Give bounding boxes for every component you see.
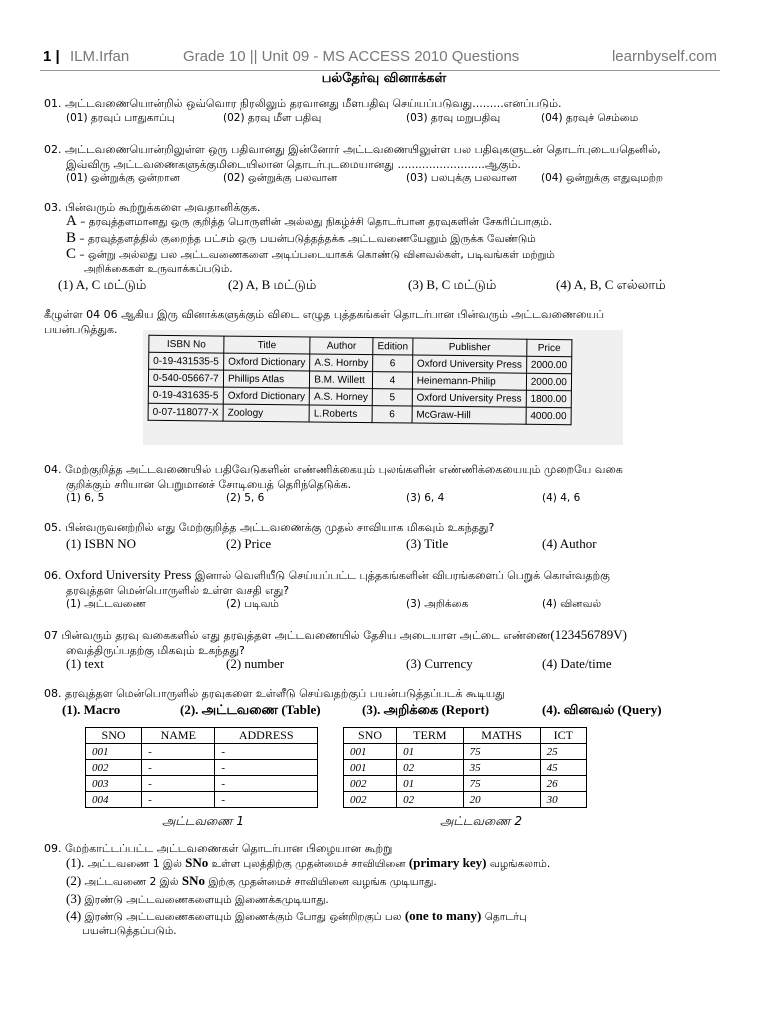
cell: 002 bbox=[344, 776, 397, 792]
cell: McGraw-Hill bbox=[412, 406, 526, 424]
q07-option-3: (3) Currency bbox=[406, 656, 473, 671]
q03-letter-c: C bbox=[66, 246, 77, 262]
q06-publisher: Oxford University Press bbox=[65, 567, 192, 582]
q01-option-2: (02) தரவு மீள பதிவு bbox=[223, 112, 322, 124]
question-03: 03. பின்வரும் கூற்றுக்களை அவதானிக்குக. bbox=[44, 201, 261, 214]
q09-s2-part-a: அட்டவணை 2 இல் bbox=[84, 876, 179, 888]
question-08: 08. தரவுத்தள மென்பொருளில் தரவுகளை உள்ளீடு செய்வதற்குப் பயன்படுத்தப்படக் கூடியது bbox=[44, 687, 505, 700]
q06-line-1 bbox=[44, 567, 734, 583]
q06-line-2: தரவுத்தள மென்பொருளில் உள்ள வசதி எது? bbox=[66, 584, 290, 597]
t2-col-term: TERM bbox=[397, 728, 463, 744]
q01-option-3: (03) தரவு மறுபதிவு bbox=[406, 112, 501, 124]
q08-option-1: (1). Macro bbox=[62, 702, 121, 717]
q07-line-1-text: 07 பின்வரும் தரவு வகைகளில் எது தரவுத்தள அட்டவணையில் தேசிய அடையாள அட்டை எண்ணை bbox=[44, 629, 551, 642]
q03-statement-b bbox=[66, 231, 706, 246]
cell: 6 bbox=[373, 355, 413, 372]
cell: Oxford Dictionary bbox=[224, 353, 310, 371]
page-header bbox=[40, 46, 720, 71]
q09-s1-part-a: அட்டவணை 1 இல் bbox=[87, 858, 182, 870]
cell: 2000.00 bbox=[526, 356, 571, 373]
question-09: 09. மேற்காட்டப்பட்ட அட்டவணைகள் தொடர்பான பிழையான கூற்று bbox=[44, 842, 393, 855]
q02-option-2: (02) ஒன்றுக்கு பலவான bbox=[223, 172, 338, 184]
q03-options bbox=[58, 277, 716, 295]
question-06 bbox=[44, 567, 734, 598]
table-2-caption: அட்டவணை 2 bbox=[440, 814, 522, 828]
q03-text-b: – தரவுத்தளத்தில் குறைந்த பட்சம் ஒரு பயன்படுத்தத்தக்க அட்டவணையேனும் இருக்க வேண்டும் bbox=[79, 233, 536, 245]
q09-s2-part-c: இற்கு முதன்மைச் சாவியினை வழங்க முடியாது. bbox=[208, 876, 437, 888]
cell: A.S. Hornby bbox=[310, 354, 373, 372]
q09-s1-number: (1). bbox=[66, 855, 85, 870]
cell: 0-19-431535-5 bbox=[149, 352, 224, 370]
cell: - bbox=[215, 760, 318, 776]
q06-option-4: (4) வினவல் bbox=[542, 598, 602, 610]
q04-options bbox=[66, 492, 716, 507]
cell: 001 bbox=[86, 744, 142, 760]
q05-options bbox=[66, 536, 716, 554]
page-title: பல்தேர்வு வினாக்கள் bbox=[321, 71, 447, 86]
cell: Zoology bbox=[223, 404, 309, 422]
table-2-header-row bbox=[344, 728, 587, 744]
cell: 002 bbox=[86, 760, 142, 776]
table-row bbox=[86, 776, 318, 792]
cell: 002 bbox=[344, 792, 397, 808]
q06-options bbox=[66, 598, 716, 613]
t1-col-sno: SNO bbox=[86, 728, 142, 744]
instruction-line-2: பயன்படுத்துக. bbox=[44, 323, 118, 336]
q06-option-3: (3) அறிக்கை bbox=[406, 598, 469, 610]
q02-options bbox=[66, 172, 716, 187]
cell: Phillips Atlas bbox=[223, 370, 309, 388]
q07-line-2: வைத்திருப்பதற்கு மிகவும் உகந்தது? bbox=[66, 644, 245, 657]
q08-option-4: (4). வினவல் (Query) bbox=[542, 702, 662, 717]
q09-s4-number: (4) bbox=[66, 908, 82, 923]
question-01: 01. அட்டவணையொன்றில் ஒவ்வொர நிரலிலும் தரவானது மீளபதிவு செய்யப்படுவது.........எனப்படும். bbox=[44, 97, 562, 110]
q09-statement-3 bbox=[66, 892, 706, 907]
q02-option-1: (01) ஒன்றுக்கு ஒன்றான bbox=[66, 172, 180, 184]
cell: 02 bbox=[397, 760, 463, 776]
cell: 25 bbox=[540, 744, 586, 760]
page-number: 1 | bbox=[43, 48, 60, 65]
cell: - bbox=[215, 744, 318, 760]
instruction-line-1: கீழுள்ள 04 06 ஆகிய இரு வினாக்களுக்கும் விடை எழுத புத்தகங்கள் தொடர்பான பின்வரும் அட்டவணையைப் bbox=[44, 308, 605, 321]
q07-nic: (123456789V) bbox=[550, 627, 627, 642]
col-price: Price bbox=[527, 339, 572, 356]
cell: 01 bbox=[397, 744, 463, 760]
q01-options bbox=[66, 112, 716, 127]
q03-letter-a: A bbox=[66, 213, 77, 229]
cell: Oxford University Press bbox=[412, 389, 526, 407]
q08-option-3: (3). அறிக்கை (Report) bbox=[362, 702, 490, 717]
q07-options bbox=[66, 656, 716, 674]
question-07 bbox=[44, 627, 734, 658]
book-table bbox=[148, 335, 573, 425]
col-isbn: ISBN No bbox=[149, 335, 224, 353]
q07-option-2: (2) number bbox=[226, 656, 285, 671]
cell: 0-540-05667-7 bbox=[148, 369, 223, 387]
cell: Oxford University Press bbox=[412, 355, 526, 373]
q09-s4-part-c: தொடர்பு bbox=[484, 911, 527, 923]
table-row bbox=[344, 744, 587, 760]
q09-statement-2 bbox=[66, 874, 706, 889]
q03-text-c-2: அறிக்கைகள் உருவாக்கப்படும். bbox=[84, 263, 233, 275]
q03-text-c: – ஒன்று அல்லது பல அட்டவணைகளை அடிப்படையாகக் கொண்டு வினவல்கள், படிவங்கள் மற்றும் bbox=[79, 249, 555, 261]
cell: 001 bbox=[344, 744, 397, 760]
q03-letter-b: B bbox=[66, 230, 77, 246]
q09-s4-line-2: பயன்படுத்தப்படும். bbox=[82, 925, 177, 937]
table-1-header-row bbox=[86, 728, 318, 744]
col-edition: Edition bbox=[373, 338, 413, 355]
cell: 2000.00 bbox=[526, 373, 571, 390]
q03-option-4: (4) A, B, C எல்லாம் bbox=[556, 277, 666, 292]
q01-option-4: (04) தரவுச் செம்மை bbox=[541, 112, 639, 124]
cell: Heinemann-Philip bbox=[412, 372, 526, 390]
q03-statement-a bbox=[66, 214, 706, 229]
cell: 75 bbox=[463, 744, 540, 760]
t1-col-address: ADDRESS bbox=[215, 728, 318, 744]
cell: - bbox=[142, 760, 215, 776]
q09-s1-sno: SNo bbox=[185, 855, 209, 870]
q09-s4-part-a: இரண்டு அட்டவணைகளையும் இணைக்கும் போது ஒன்றிறகுப் பல bbox=[84, 911, 402, 923]
question-04 bbox=[44, 462, 734, 492]
table-1 bbox=[85, 727, 318, 808]
q09-s3-text: இரண்டு அட்டவணைகளையும் இணைக்கமுடியாது. bbox=[84, 894, 329, 906]
q05-option-2: (2) Price bbox=[226, 536, 272, 551]
t2-col-ict: ICT bbox=[540, 728, 586, 744]
question-05: 05. பின்வருவனற்றில் எது மேற்குறித்த அட்டவணைக்கு முதல் சாவியாக மிகவும் உகந்தது? bbox=[44, 521, 495, 534]
cell: Oxford Dictionary bbox=[223, 387, 309, 405]
q08-options bbox=[62, 702, 712, 720]
q09-statement-1 bbox=[66, 856, 706, 871]
table-row bbox=[344, 776, 587, 792]
cell: 0-07-118077-X bbox=[148, 403, 223, 421]
table-row bbox=[344, 760, 587, 776]
q07-option-1: (1) text bbox=[66, 656, 104, 671]
q02-line-2: இவ்விரு அட்டவணைகளுக்குமிடையிலான தொடர்புடமையானது .........................ஆகும். bbox=[66, 158, 521, 171]
q04-option-2: (2) 5, 6 bbox=[226, 492, 265, 504]
cell: - bbox=[142, 744, 215, 760]
q06-option-2: (2) படிவம் bbox=[226, 598, 279, 610]
q09-s1-part-e: வழங்கலாம். bbox=[489, 858, 551, 870]
cell: 01 bbox=[397, 776, 463, 792]
cell: - bbox=[142, 792, 215, 808]
table-row bbox=[86, 760, 318, 776]
cell: 4 bbox=[373, 372, 413, 389]
q04-line-1: 04. மேற்குறித்த அட்டவணையில் பதிவேடுகளின் எண்ணிக்கையும் புலங்களின் எண்ணிக்கையையும் முறையே வகை bbox=[44, 463, 623, 476]
cell: 1800.00 bbox=[526, 390, 571, 407]
cell: L.Roberts bbox=[309, 405, 372, 423]
q02-option-4: (04) ஒன்றுக்கு எதுவுமற்ற bbox=[541, 172, 664, 184]
cell: 0-19-431635-5 bbox=[148, 386, 223, 404]
cell: 001 bbox=[344, 760, 397, 776]
cell: 4000.00 bbox=[526, 407, 571, 424]
cell: 6 bbox=[372, 406, 412, 423]
q04-option-1: (1) 6, 5 bbox=[66, 492, 105, 504]
q09-s4-line-1 bbox=[66, 909, 706, 924]
cell: 26 bbox=[540, 776, 586, 792]
q02-option-3: (03) பலபுக்கு பலவான bbox=[406, 172, 517, 184]
cell: - bbox=[215, 776, 318, 792]
cell: - bbox=[215, 792, 318, 808]
q06-line-1-rest: இனால் வெளியீடு செய்யப்பட்ட புத்தகங்களின் விபரங்களைப் பெறுக் கொள்வதற்கு bbox=[194, 569, 610, 582]
cell: 5 bbox=[372, 389, 412, 406]
cell: 30 bbox=[540, 792, 586, 808]
q07-option-4: (4) Date/time bbox=[542, 656, 612, 671]
q07-line-1 bbox=[44, 627, 734, 643]
q02-line-1: 02. அட்டவணையொன்றிலுள்ள ஒரு பதிவானது இன்னோர் அட்டவணையிலுள்ள பல பதிவுகளுடன் தொடர்புடையதெனில், bbox=[44, 143, 661, 156]
cell: B.M. Willett bbox=[310, 371, 373, 389]
q04-line-2: குறிக்கும் சரியான பெறுமானச் சோடியைத் தெரிந்தெடுக்க. bbox=[66, 478, 352, 491]
cell: 02 bbox=[397, 792, 463, 808]
table-row bbox=[86, 744, 318, 760]
author-name: ILM.Irfan bbox=[70, 48, 130, 65]
t2-col-maths: MATHS bbox=[463, 728, 540, 744]
q09-s1-part-c: உள்ள புலத்திற்கு முதன்மைச் சாவியினை bbox=[211, 858, 406, 870]
cell: 75 bbox=[463, 776, 540, 792]
table-1-caption: அட்டவணை 1 bbox=[162, 814, 244, 828]
q09-s2-sno: SNo bbox=[181, 873, 205, 888]
q03-statement-c bbox=[66, 247, 706, 276]
t1-col-name: NAME bbox=[142, 728, 215, 744]
q03-option-2: (2) A, B மட்டும் bbox=[228, 277, 317, 292]
q05-option-1: (1) ISBN NO bbox=[66, 536, 137, 551]
cell: 20 bbox=[463, 792, 540, 808]
q09-s2-number: (2) bbox=[66, 873, 82, 888]
cell: A.S. Horney bbox=[309, 388, 372, 406]
question-02 bbox=[44, 142, 734, 172]
q08-option-2: (2). அட்டவணை (Table) bbox=[180, 702, 321, 717]
q09-s4-one-to-many: (one to many) bbox=[404, 908, 482, 923]
q09-s1-primary-key: (primary key) bbox=[408, 855, 487, 870]
cell: - bbox=[142, 776, 215, 792]
q04-option-4: (4) 4, 6 bbox=[542, 492, 581, 504]
table-2 bbox=[343, 727, 587, 808]
t2-col-sno: SNO bbox=[344, 728, 397, 744]
q06-option-1: (1) அட்டவணை bbox=[66, 598, 146, 610]
q04-option-3: (3) 6, 4 bbox=[406, 492, 445, 504]
q09-s3-number: (3) bbox=[66, 891, 82, 906]
q01-option-1: (01) தரவுப் பாதுகாப்பு bbox=[66, 112, 175, 124]
header-site: learnbyself.com bbox=[611, 48, 717, 65]
table-row bbox=[344, 792, 587, 808]
table-row bbox=[86, 792, 318, 808]
cell: 35 bbox=[463, 760, 540, 776]
q03-text-a: – தரவுத்தளமானது ஒரு குறித்த பொருளின் அல்லது நிகழ்ச்சி தொடர்பான தரவுகளின் சேகரிப்பாகும். bbox=[80, 216, 553, 228]
col-title: Title bbox=[224, 336, 310, 354]
header-subject: Grade 10 || Unit 09 - MS ACCESS 2010 Questions bbox=[183, 48, 520, 65]
col-publisher: Publisher bbox=[412, 338, 526, 356]
cell: 45 bbox=[540, 760, 586, 776]
q03-option-1: (1) A, C மட்டும் bbox=[58, 277, 147, 292]
cell: 003 bbox=[86, 776, 142, 792]
q05-option-4: (4) Author bbox=[542, 536, 597, 551]
q05-option-3: (3) Title bbox=[406, 536, 449, 551]
q09-statement-4 bbox=[66, 909, 706, 938]
q03-option-3: (3) B, C மட்டும் bbox=[408, 277, 497, 292]
cell: 004 bbox=[86, 792, 142, 808]
q06-number: 06. bbox=[44, 569, 62, 582]
col-author: Author bbox=[310, 337, 373, 355]
